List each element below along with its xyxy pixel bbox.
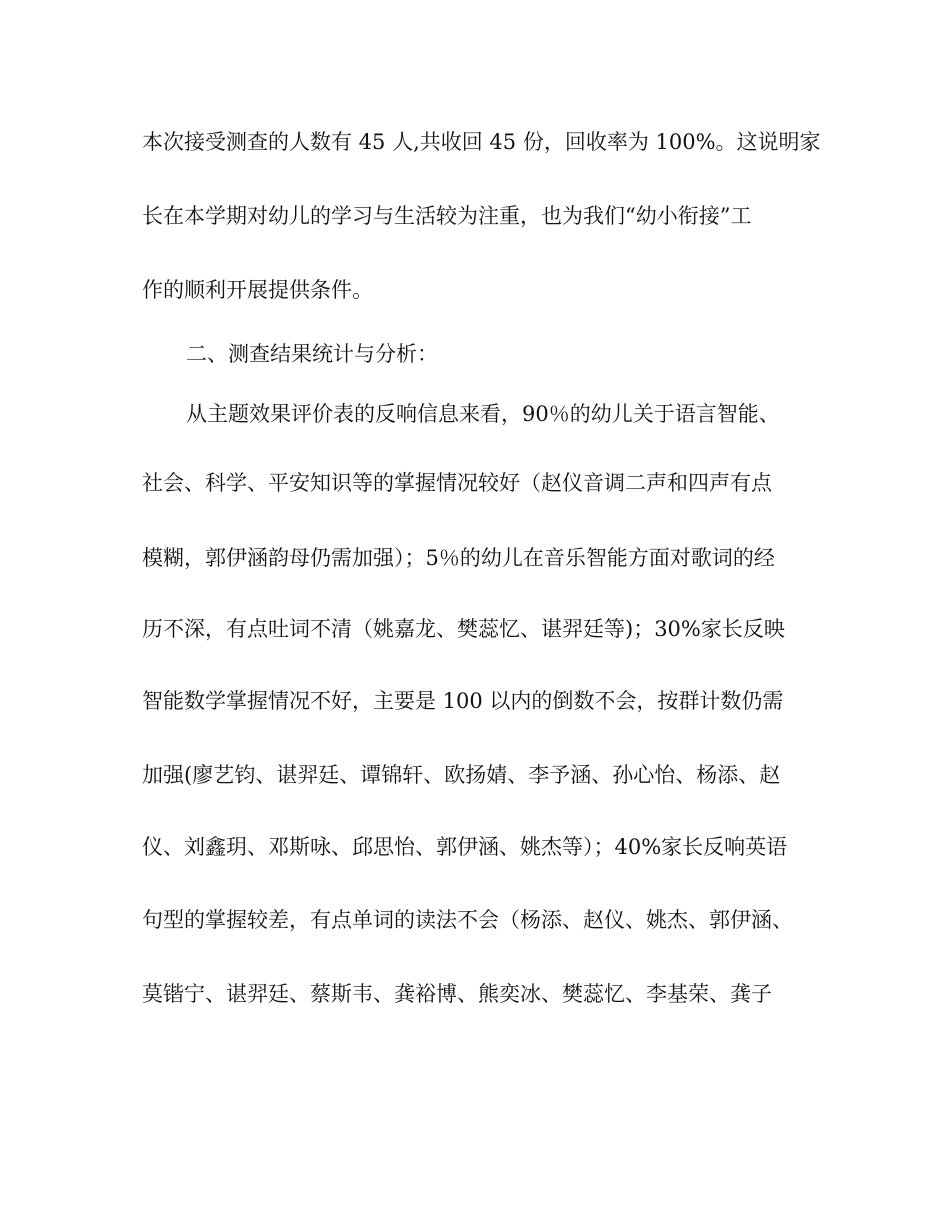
body-text-line-2: 长在本学期对幼儿的学习与生活较为注重，也为我们“幼小衔接”工 bbox=[142, 204, 752, 228]
section-heading: 二、测查结果统计与分析： bbox=[186, 342, 438, 366]
body-text-line-1: 本次接受测查的人数有 45 人,共收回 45 份，回收率为 100%。这说明家 bbox=[142, 130, 821, 154]
body-text-line-13: 莫锴宁、谌羿廷、蔡斯韦、龚裕博、熊奕冰、樊蕊忆、李基荣、龚子 bbox=[142, 982, 772, 1006]
body-text-line-10: 加强(廖艺钧、谌羿廷、谭锦轩、欧扬婧、李予涵、孙心怡、杨添、赵 bbox=[142, 763, 781, 787]
body-text-line-11: 仪、刘鑫玥、邓斯咏、邱思怡、郭伊涵、姚杰等）；40%家长反响英语 bbox=[142, 835, 788, 859]
body-text-line-12: 句型的掌握较差，有点单词的读法不会（杨添、赵仪、姚杰、郭伊涵、 bbox=[142, 908, 793, 932]
body-text-line-3: 作的顺利开展提供条件。 bbox=[142, 278, 373, 302]
body-text-line-9: 智能数学掌握情况不好，主要是 100 以内的倒数不会，按群计数仍需 bbox=[142, 689, 784, 713]
body-text-line-8: 历不深，有点吐词不清（姚嘉龙、樊蕊忆、谌羿廷等)；30%家长反映 bbox=[142, 617, 785, 641]
body-text-line-7: 模糊，郭伊涵韵母仍需加强）；5％的幼儿在音乐智能方面对歌词的经 bbox=[142, 546, 775, 570]
body-text-line-5: 从主题效果评价表的反响信息来看，90％的幼儿关于语言智能、 bbox=[186, 402, 780, 426]
body-text-line-6: 社会、科学、平安知识等的掌握情况较好（赵仪音调二声和四声有点 bbox=[142, 471, 772, 495]
